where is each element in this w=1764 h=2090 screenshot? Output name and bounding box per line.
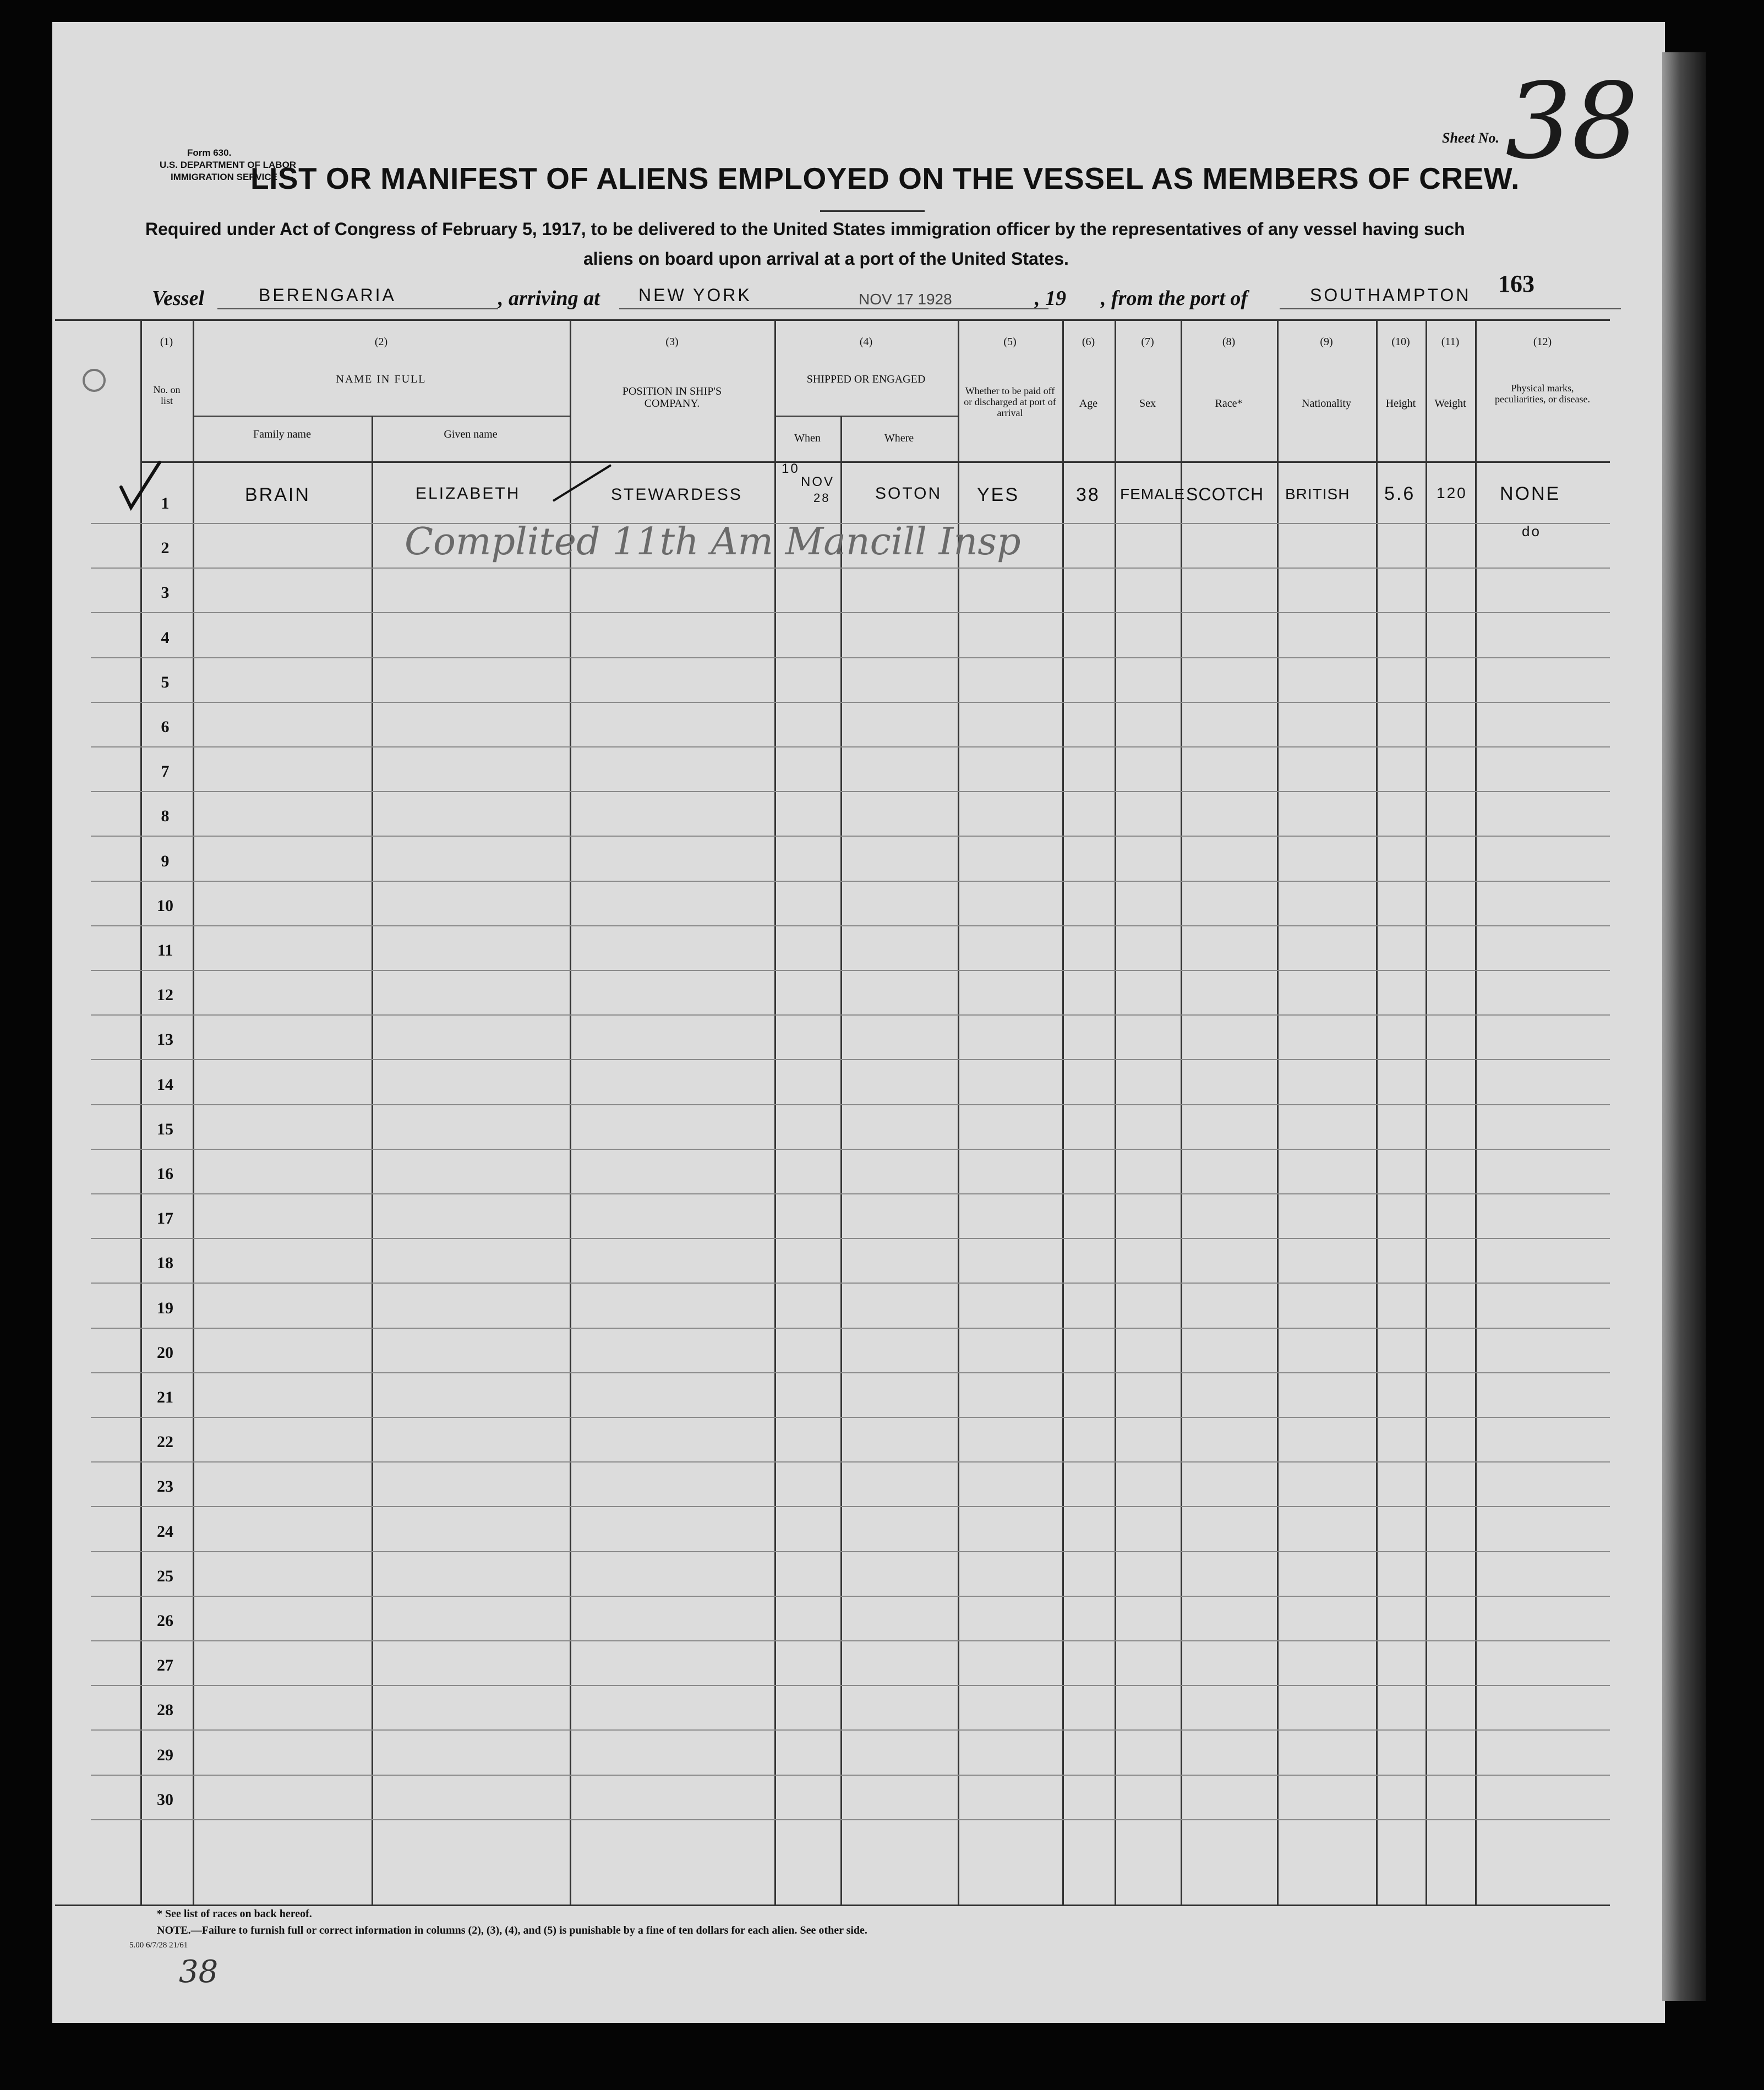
entry-when-month: NOV <box>801 474 835 489</box>
handwritten-sheet-number: 38 <box>179 1954 219 1990</box>
entry-when-year: 28 <box>813 491 831 505</box>
from-port-label: , from the port of <box>1101 287 1248 310</box>
entry-paid-off: YES <box>977 484 1020 505</box>
col-num-8: (8) <box>1222 336 1236 348</box>
row-rule <box>91 612 1610 613</box>
list-number: 163 <box>1498 270 1534 297</box>
row-rule <box>91 746 1610 747</box>
col-num-11: (11) <box>1441 336 1460 348</box>
col-line <box>1277 319 1279 1905</box>
entry-given-name: ELIZABETH <box>416 484 521 503</box>
row-rule <box>91 1640 1610 1641</box>
row-rule <box>91 925 1610 926</box>
row-rule <box>91 657 1610 658</box>
table-bottom-border <box>55 1905 1610 1906</box>
row-rule <box>91 1283 1610 1284</box>
header-race: Race* <box>1215 397 1243 410</box>
row-rule <box>91 1059 1610 1060</box>
col-line <box>1181 319 1182 1905</box>
row-number: 17 <box>157 1209 173 1228</box>
row-rule <box>91 1417 1610 1418</box>
row-rule <box>91 836 1610 837</box>
row-number: 4 <box>161 628 170 647</box>
row-rule <box>91 1149 1610 1150</box>
penalty-note <box>157 1924 867 1937</box>
col-num-5: (5) <box>1003 336 1017 348</box>
entry-weight: 120 <box>1437 484 1467 501</box>
row-rule <box>91 791 1610 792</box>
name-subheader-line <box>193 416 570 417</box>
arriving-label: , arriving at <box>498 287 600 310</box>
row-number: 11 <box>157 941 173 959</box>
punch-hole <box>83 369 106 392</box>
row-number: 1 <box>161 494 170 512</box>
header-weight: Weight <box>1434 397 1466 410</box>
row-number: 22 <box>157 1433 173 1451</box>
col-num-3: (3) <box>665 336 679 348</box>
arriving-underline <box>619 308 1048 309</box>
entry-position: STEWARDESS <box>611 485 742 504</box>
from-port-underline <box>1280 308 1621 309</box>
header-when: When <box>794 432 821 444</box>
races-footnote: * See list of races on back hereof. <box>157 1908 312 1920</box>
header-shipped: SHIPPED OR ENGAGED <box>806 373 926 385</box>
col-line <box>840 416 842 1905</box>
row-number: 16 <box>157 1165 173 1183</box>
row-number: 14 <box>157 1075 173 1094</box>
header-position: POSITION IN SHIP'S COMPANY. <box>622 385 722 410</box>
row-number: 8 <box>161 807 170 826</box>
row-number: 7 <box>161 762 170 781</box>
note-text: —Failure to furnish full or correct information in columns (2), (3), (4), and (5) is punishable by a fine of ten dollars for each alien. See other side. <box>190 1924 867 1936</box>
row-rule <box>91 1014 1610 1016</box>
row-number: 2 <box>161 539 170 558</box>
print-code: 5.00 6/7/28 21/61 <box>129 1941 188 1950</box>
manifest-page <box>52 22 1665 2023</box>
sheet-label: Sheet No. <box>1442 130 1499 146</box>
row-number: 18 <box>157 1254 173 1273</box>
col-num-12: (12) <box>1533 336 1552 348</box>
entry-physical: NONE <box>1500 483 1561 504</box>
entry-physical-ditto: do <box>1522 523 1541 539</box>
row-rule <box>91 1104 1610 1105</box>
row-number: 9 <box>161 852 170 870</box>
completion-annotation: Complited 11th Am Mancill Insp <box>405 520 1021 564</box>
row-number: 12 <box>157 986 173 1005</box>
row-number: 28 <box>157 1701 173 1720</box>
subtitle-line-2: aliens on board upon arrival at a port of the United States. <box>583 249 1069 269</box>
department-name: U.S. DEPARTMENT OF LABOR <box>160 160 297 170</box>
page-title: LIST OR MANIFEST OF ALIENS EMPLOYED ON THE VESSEL AS MEMBERS OF CREW. <box>250 161 1520 195</box>
from-port: SOUTHAMPTON <box>1310 285 1471 305</box>
page-shadow-edge <box>1662 52 1706 2001</box>
vessel-underline <box>217 308 498 309</box>
row-rule <box>91 567 1610 569</box>
row-rule <box>91 1596 1610 1597</box>
row-number: 13 <box>157 1030 173 1049</box>
row-number: 29 <box>157 1745 173 1764</box>
entry-tick-mark <box>550 462 616 506</box>
row-number: 5 <box>161 673 170 691</box>
header-where: Where <box>884 432 914 444</box>
row-number: 30 <box>157 1790 173 1809</box>
entry-sex: FEMALE <box>1120 485 1186 503</box>
col-line <box>1376 319 1378 1905</box>
form-number: Form 630. <box>187 148 232 158</box>
row-number: 23 <box>157 1477 173 1496</box>
shipped-subheader-line <box>774 416 958 417</box>
header-paid-off: Whether to be paid off or discharged at port of arrival <box>964 385 1056 418</box>
entry-age: 38 <box>1076 484 1100 505</box>
col-num-4: (4) <box>859 336 873 348</box>
header-nationality: Nationality <box>1302 397 1351 410</box>
row-number: 24 <box>157 1522 173 1541</box>
vessel-name: BERENGARIA <box>259 285 396 305</box>
header-physical-marks: Physical marks, peculiarities, or disease. <box>1495 383 1590 405</box>
row-rule <box>91 1328 1610 1329</box>
row-number: 20 <box>157 1343 173 1362</box>
date-stamp: NOV 17 1928 <box>859 291 952 308</box>
row-rule <box>91 1685 1610 1686</box>
row-rule <box>91 1775 1610 1776</box>
title-divider <box>820 210 925 212</box>
row-rule <box>91 1372 1610 1373</box>
year-label: , 19 <box>1035 287 1066 310</box>
col-num-7: (7) <box>1141 336 1154 348</box>
arriving-port: NEW YORK <box>638 285 752 305</box>
entry-nationality: BRITISH <box>1285 485 1350 503</box>
row-number: 27 <box>157 1656 173 1675</box>
row-number: 6 <box>161 718 170 736</box>
row-rule <box>91 881 1610 882</box>
row-rule <box>91 970 1610 971</box>
row-rule <box>91 1461 1610 1463</box>
row-rule <box>91 1729 1610 1731</box>
col-line <box>193 319 194 1905</box>
vessel-label: Vessel <box>152 287 204 310</box>
header-family-name: Family name <box>253 428 311 440</box>
row-number: 21 <box>157 1388 173 1406</box>
sheet-number: 38 <box>1505 61 1639 182</box>
header-age: Age <box>1079 397 1098 410</box>
header-name-in-full: NAME IN FULL <box>336 373 427 385</box>
row-rule <box>91 1238 1610 1239</box>
row-number: 25 <box>157 1567 173 1585</box>
col-line <box>1115 319 1116 1905</box>
service-name: IMMIGRATION SERVICE <box>171 172 277 182</box>
entry-family-name: BRAIN <box>245 484 310 505</box>
col-num-1: (1) <box>160 336 173 348</box>
col-num-10: (10) <box>1391 336 1410 348</box>
entry-height: 5.6 <box>1384 483 1416 504</box>
row-rule <box>91 1193 1610 1194</box>
col-num-6: (6) <box>1082 336 1095 348</box>
col-line <box>372 416 373 1905</box>
row-number: 15 <box>157 1120 173 1138</box>
entry-race: SCOTCH <box>1186 484 1264 504</box>
header-height: Height <box>1385 397 1416 410</box>
subtitle-line-1: Required under Act of Congress of February 5, 1917, to be delivered to the United States immigration officer by the representatives of any vessel having such <box>145 219 1465 239</box>
table-header-bottom <box>140 461 1610 463</box>
header-no-on-list: No. on list <box>153 384 181 406</box>
header-given-name: Given name <box>444 428 498 440</box>
row-number: 26 <box>157 1612 173 1630</box>
row-rule <box>91 1506 1610 1507</box>
col-num-9: (9) <box>1320 336 1333 348</box>
col-line <box>1426 319 1427 1905</box>
row-number: 3 <box>161 583 170 602</box>
entry-where: SOTON <box>875 484 942 503</box>
col-line <box>1062 319 1064 1905</box>
col-num-2: (2) <box>374 336 388 348</box>
note-label: NOTE. <box>157 1924 191 1936</box>
entry-when-day: 10 <box>782 461 800 476</box>
row-rule <box>91 1551 1610 1552</box>
row-rule <box>91 702 1610 703</box>
checkmark-icon <box>116 457 165 512</box>
header-sex: Sex <box>1139 397 1156 410</box>
row-number: 19 <box>157 1298 173 1317</box>
col-line <box>1475 319 1477 1905</box>
row-rule <box>91 1819 1610 1820</box>
row-number: 10 <box>157 896 173 915</box>
